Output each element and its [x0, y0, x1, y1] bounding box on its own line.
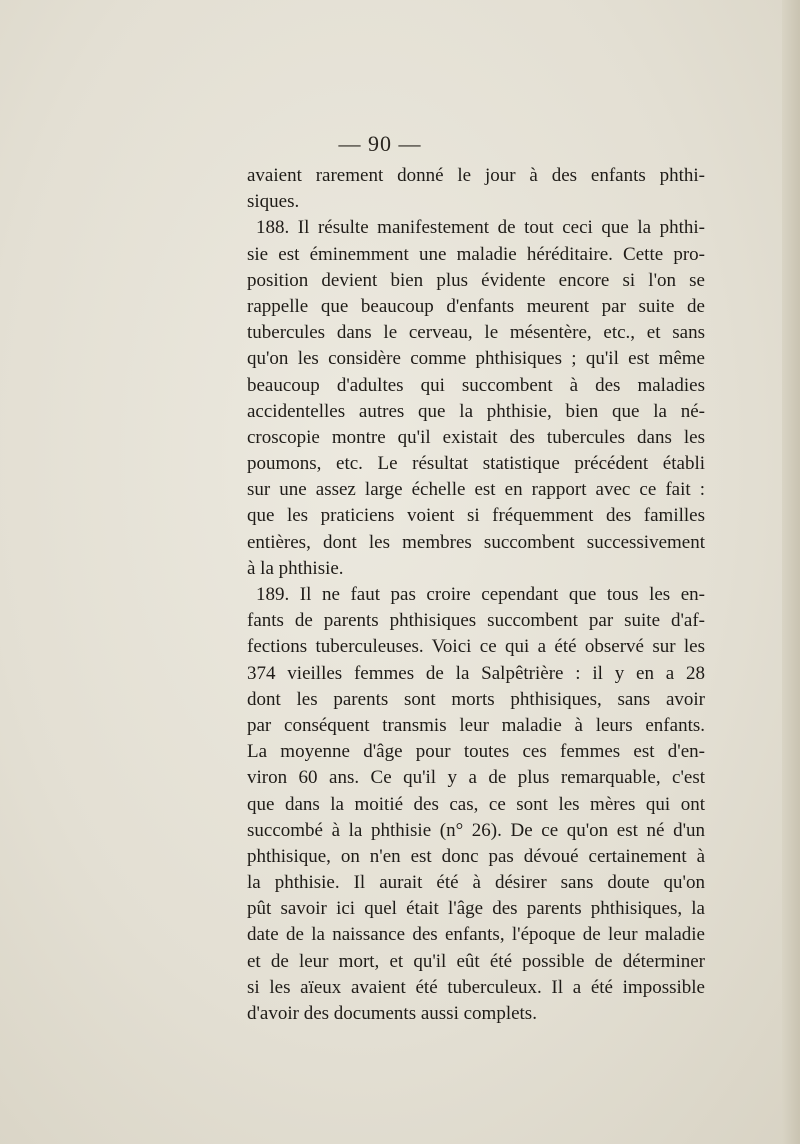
page-number: — 90 —	[338, 131, 422, 156]
text-line: que les praticiens voient si fréquemment des familles	[247, 505, 705, 527]
text-line: 374 vieilles femmes de la Salpêtrière : il y en a 28	[247, 662, 705, 684]
text-line: sie est éminemment une maladie héréditaire. Cette pro-	[247, 243, 705, 265]
text-line: siques.	[247, 191, 300, 213]
text-line: 188. Il résulte manifestement de tout ceci que la phthi-	[256, 217, 705, 239]
text-line: dont les parents sont morts phthisiques, sans avoir	[247, 688, 705, 710]
text-line: avaient rarement donné le jour à des enfants phthi-	[247, 165, 705, 186]
text-line: et de leur mort, et qu'il eût été possible de déterminer	[247, 950, 705, 972]
text-line: croscopie montre qu'il existait des tubercules dans les	[247, 426, 705, 448]
text-line: la phthisie. Il aurait été à désirer sans doute qu'on	[247, 872, 705, 894]
text-line: phthisique, on n'en est donc pas dévoué certainement à	[247, 845, 705, 867]
text-line: La moyenne d'âge pour toutes ces femmes est d'en-	[247, 741, 705, 763]
text-line: à la phthisie.	[247, 557, 344, 579]
text-line: fants de parents phthisiques succombent par suite d'af-	[247, 610, 705, 632]
text-line: si les aïeux avaient été tuberculeux. Il a été impossible	[247, 976, 705, 998]
text-line: sur une assez large échelle est en rapport avec ce fait :	[247, 479, 705, 501]
text-line: qu'on les considère comme phthisiques ; qu'il est même	[247, 348, 705, 370]
text-line: rappelle que beaucoup d'enfants meurent par suite de	[247, 295, 705, 317]
body-text	[247, 163, 705, 1027]
text-line: position devient bien plus évidente encore si l'on se	[247, 269, 705, 291]
text-line: succombé à la phthisie (n° 26). De ce qu'on est né d'un	[247, 819, 705, 841]
text-line: pût savoir ici quel était l'âge des parents phthisiques, la	[247, 898, 705, 920]
text-line: entières, dont les membres succombent successivement	[247, 531, 705, 553]
page-edge	[782, 0, 800, 1144]
text-line: date de la naissance des enfants, l'époque de leur maladie	[247, 924, 705, 946]
text-line: fections tuberculeuses. Voici ce qui a été observé sur les	[247, 636, 705, 658]
text-line: accidentelles autres que la phthisie, bien que la né-	[247, 400, 705, 422]
text-line: poumons, etc. Le résultat statistique précédent établi	[247, 453, 705, 475]
text-line: par conséquent transmis leur maladie à leurs enfants.	[247, 714, 705, 736]
text-line: viron 60 ans. Ce qu'il y a de plus remarquable, c'est	[247, 767, 705, 789]
text-line: beaucoup d'adultes qui succombent à des maladies	[247, 374, 705, 396]
text-line: que dans la moitié des cas, ce sont les mères qui ont	[247, 793, 705, 815]
text-line: 189. Il ne faut pas croire cependant que tous les en-	[256, 584, 705, 605]
text-line: d'avoir des documents aussi complets.	[247, 1003, 537, 1024]
text-line: tubercules dans le cerveau, le mésentère, etc., et sans	[247, 322, 705, 344]
